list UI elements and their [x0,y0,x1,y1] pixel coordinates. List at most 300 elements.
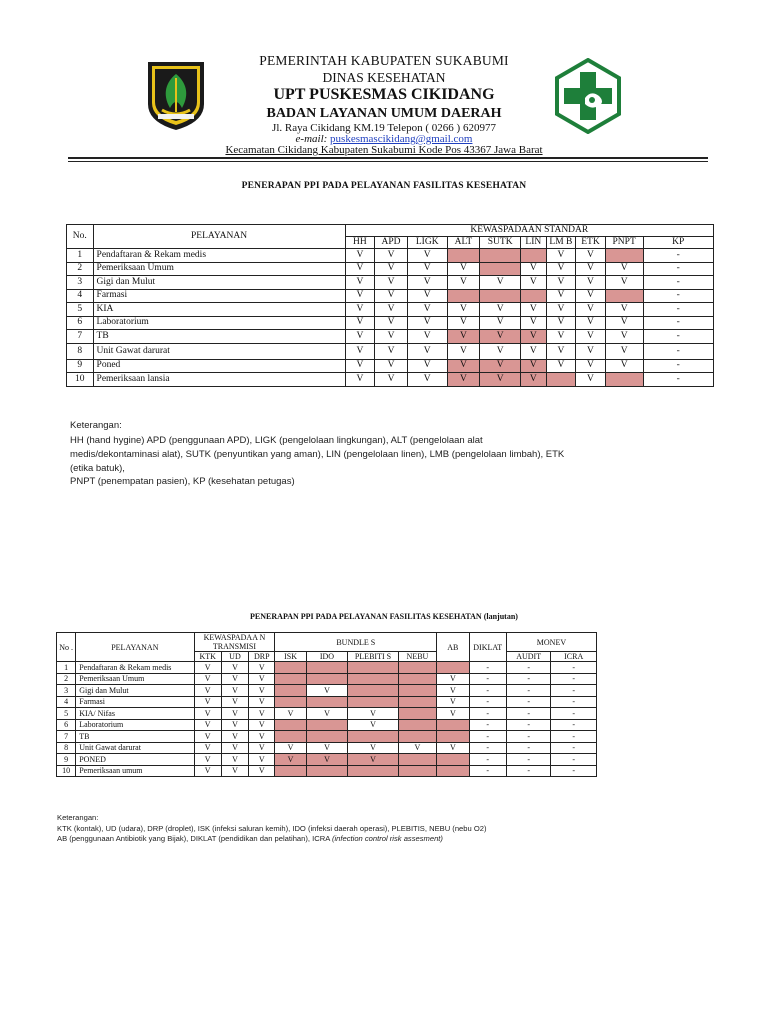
table-cell [275,662,306,674]
row-no: 3 [57,685,76,697]
table-cell [605,289,643,303]
table-cell: V [345,316,375,330]
table-cell [398,673,436,685]
letterhead-agency: DINAS KESEHATAN [322,70,446,85]
table-cell: V [447,276,480,290]
col-header: HH [345,237,375,249]
col-diklat: DIKLAT [469,633,506,662]
col-group-monev: MONEV [506,633,596,652]
table-cell [348,696,399,708]
table-row [57,719,597,731]
table-cell: - [469,731,506,743]
col-header: IDO [306,652,347,662]
table-cell: V [546,276,576,290]
table-cell [306,765,347,777]
col-header: SUTK [480,237,521,249]
table-cell: V [576,262,606,276]
table-cell: V [546,289,576,303]
row-service-name: PONED [76,754,194,766]
col-header: ICRA [551,652,597,662]
table-cell: V [407,316,447,330]
table-cell: V [348,719,399,731]
table-cell [306,696,347,708]
table-cell: V [194,662,221,674]
table-cell: - [506,754,550,766]
table-row [67,359,714,373]
email-link[interactable]: puskesmascikidang@gmail.com [330,133,473,145]
table-cell: V [221,754,248,766]
table-cell: V [576,330,606,344]
row-no: 8 [67,343,94,359]
table-cell [348,731,399,743]
table-cell: V [407,373,447,387]
table-cell: - [643,359,713,373]
table-cell: V [375,316,408,330]
table-cell: V [221,696,248,708]
table-cell: V [249,696,275,708]
table-cell: V [437,685,469,697]
table-cell: - [551,696,597,708]
table-row [57,765,597,777]
letterhead-rule-thin [68,161,708,162]
table-cell: V [194,719,221,731]
row-service-name: Pemeriksaan Umum [93,262,345,276]
table-cell: - [506,685,550,697]
row-no: 4 [67,289,94,303]
table-cell: V [605,262,643,276]
table-cell: V [480,316,521,330]
table-cell: V [221,708,248,720]
table-row [57,696,597,708]
table-cell [447,289,480,303]
table-cell [275,731,306,743]
table-cell: V [249,754,275,766]
table-row [67,289,714,303]
table-cell: - [469,708,506,720]
table-row [67,303,714,317]
table-cell: - [469,765,506,777]
table-cell: V [345,330,375,344]
table-cell: V [194,708,221,720]
table-cell: V [345,343,375,359]
col-header: ALT [447,237,480,249]
table-cell: V [521,303,547,317]
table-cell: - [551,708,597,720]
table-cell [275,719,306,731]
table-cell [398,685,436,697]
table-cell: V [605,359,643,373]
row-no: 1 [67,249,94,263]
table-cell: V [447,343,480,359]
legend-line [57,834,617,845]
table-cell: V [546,262,576,276]
table-cell: V [249,765,275,777]
table-cell: V [221,662,248,674]
row-no: 8 [57,742,76,754]
legend-line: (etika batuk), [70,462,125,474]
table-cell: - [551,742,597,754]
table-cell: V [275,708,306,720]
table-cell: V [546,303,576,317]
table-cell: - [643,373,713,387]
table-cell: V [407,359,447,373]
table-cell: V [576,343,606,359]
table-cell: - [551,754,597,766]
table-cell [546,373,576,387]
row-no: 9 [67,359,94,373]
table-cell: V [306,685,347,697]
table-cell: V [480,276,521,290]
table-cell [437,662,469,674]
table-cell [398,719,436,731]
table-cell: V [407,276,447,290]
table-cell [480,289,521,303]
table-cell: V [221,731,248,743]
table-cell: - [643,343,713,359]
table-cell: V [437,696,469,708]
table-cell: - [551,765,597,777]
table-cell: V [345,262,375,276]
table-cell: V [447,262,480,276]
table-cell [348,662,399,674]
table-cell [275,696,306,708]
table-cell: V [249,708,275,720]
col-header: KTK [194,652,221,662]
table-cell [275,765,306,777]
table-cell [398,708,436,720]
table-cell [348,765,399,777]
row-no: 7 [67,330,94,344]
table1-title: PENERAPAN PPI PADA PELAYANAN FASILITAS KESEHATAN [241,181,527,191]
legend-text: AB (penggunaan Antibiotik yang Bijak), DIKLAT (pendidikan dan pelatihan), ICRA [57,834,332,843]
table-cell: V [249,673,275,685]
table-cell [306,662,347,674]
table-cell: V [194,673,221,685]
table-cell: V [306,708,347,720]
table-cell [437,731,469,743]
row-no: 10 [67,373,94,387]
table-cell: V [521,359,547,373]
row-no: 10 [57,765,76,777]
legend-line: medis/dekontaminasi alat), SUTK (penyuntikan yang aman), LIN (pengelolaan linen), LMB (pengelolaan limbah), ETK [70,449,565,460]
table-cell: V [480,343,521,359]
row-no: 7 [57,731,76,743]
table-cell: V [375,303,408,317]
table-cell [605,373,643,387]
table-cell: - [469,742,506,754]
row-service-name: Pendaftaran & Rekam medis [93,249,345,263]
table-cell: V [546,249,576,263]
table-cell [275,685,306,697]
col-header: DRP [249,652,275,662]
table-cell [447,249,480,263]
table-cell: V [576,373,606,387]
table-cell: V [345,373,375,387]
table-cell: - [643,262,713,276]
table-row [67,373,714,387]
table-row [57,673,597,685]
table-row [57,662,597,674]
table-cell: V [521,330,547,344]
table-cell: - [551,719,597,731]
col-header: NEBU [398,652,436,662]
table-cell: V [447,359,480,373]
table-cell: V [345,303,375,317]
table-cell: V [306,742,347,754]
table-cell: V [375,330,408,344]
row-service-name: Farmasi [76,696,194,708]
table-cell: V [348,754,399,766]
table-row [57,708,597,720]
table-cell: V [345,276,375,290]
table-cell: V [546,359,576,373]
table-cell: - [469,719,506,731]
table-cell: V [249,685,275,697]
table-cell: - [469,696,506,708]
email-label: e-mail: [295,133,328,145]
table-cell: V [407,249,447,263]
row-no: 5 [57,708,76,720]
row-service-name: Pemeriksaan umum [76,765,194,777]
row-no: 3 [67,276,94,290]
table-cell: V [576,316,606,330]
table-cell: - [551,685,597,697]
table-row [67,343,714,359]
letterhead-rule [68,157,708,159]
table-cell: - [506,719,550,731]
table-cell: V [194,696,221,708]
row-no: 5 [67,303,94,317]
table-cell: V [221,719,248,731]
table-cell: V [576,289,606,303]
row-no: 9 [57,754,76,766]
table-cell [275,673,306,685]
row-no: 6 [67,316,94,330]
row-service-name: Pemeriksaan lansia [93,373,345,387]
table-cell: - [506,673,550,685]
table-cell [398,696,436,708]
table-cell: V [221,742,248,754]
table-cell: V [249,742,275,754]
table-cell: V [375,249,408,263]
table-cell: V [306,754,347,766]
col-pelayanan: PELAYANAN [76,633,194,662]
legend-2 [57,813,617,845]
table-cell [521,249,547,263]
table-row [67,276,714,290]
col-header: LIGK [407,237,447,249]
table-cell: V [375,262,408,276]
row-no: 1 [57,662,76,674]
table-cell: V [605,343,643,359]
table-row [57,742,597,754]
table-cell: V [345,249,375,263]
table-cell: V [249,662,275,674]
table-cell: V [605,330,643,344]
table-cell: V [480,359,521,373]
table-cell: V [447,373,480,387]
table-cell [480,262,521,276]
col-header: ETK [576,237,606,249]
table-cell: V [546,343,576,359]
table-cell: V [521,316,547,330]
legend-label: Keterangan: [57,813,99,822]
table-row [67,262,714,276]
legend-line: KTK (kontak), UD (udara), DRP (droplet), ISK (infeksi saluran kemih), IDO (infeksi daerah operasi), PLEBITIS, NEBU (nebu O2) [57,823,487,833]
table-cell: - [643,276,713,290]
legend-label: Keterangan: [70,420,122,431]
table-cell: V [275,754,306,766]
table-cell: - [551,731,597,743]
table-cell: V [249,719,275,731]
table-cell [398,731,436,743]
table-cell: - [643,316,713,330]
row-service-name: Unit Gawat darurat [93,343,345,359]
table-cell: V [480,303,521,317]
table-cell: V [348,742,399,754]
legend-text-italic: (infection control risk assesment) [331,834,443,843]
row-service-name: Laboratorium [93,316,345,330]
table-cell [306,673,347,685]
row-service-name: Gigi dan Mulut [76,685,194,697]
table-cell: V [345,359,375,373]
table-cell: - [469,673,506,685]
table-cell: V [480,373,521,387]
table-cell: V [398,742,436,754]
row-service-name: Pendaftaran & Rekam medis [76,662,194,674]
table-cell: V [576,276,606,290]
table-cell: V [407,289,447,303]
table-cell: V [194,685,221,697]
table-cell: V [194,754,221,766]
row-service-name: KIA [93,303,345,317]
table-row [67,249,714,263]
col-no: No. [67,225,94,249]
table-cell: V [605,316,643,330]
letterhead-government: PEMERINTAH KABUPATEN SUKABUMI [259,53,509,68]
table-cell: V [249,731,275,743]
legend-line: HH (hand hygine) APD (penggunaan APD), LIGK (pengelolaan lingkungan), ALT (pengelolaan alat [70,434,483,446]
table-cell: V [221,673,248,685]
table-cell: - [506,696,550,708]
col-ab: AB [437,633,469,662]
row-service-name: Farmasi [93,289,345,303]
letterhead-institution: UPT PUSKESMAS CIKIDANG [273,86,495,103]
ppi-transmission-table [56,632,597,777]
legend-1 [70,419,670,489]
col-group-kewaspadaan: KEWASPADAAN STANDAR [345,225,713,237]
table-cell: V [576,249,606,263]
table-cell [521,289,547,303]
table-cell: V [576,359,606,373]
table-row [57,731,597,743]
table-cell [605,249,643,263]
table-cell: - [643,330,713,344]
col-header: UD [221,652,248,662]
table-cell: - [469,685,506,697]
table-cell: - [506,662,550,674]
table-cell: V [576,303,606,317]
table-cell: V [447,330,480,344]
table-cell: - [506,731,550,743]
table-cell [437,754,469,766]
table-cell: V [437,708,469,720]
table-cell: V [375,359,408,373]
table-cell: V [521,276,547,290]
letterhead-address: Jl. Raya Cikidang KM.19 Telepon ( 0266 ) 620977 [272,122,496,134]
col-header: PNPT [605,237,643,249]
table-cell: V [407,303,447,317]
table2-title: PENERAPAN PPI PADA PELAYANAN FASILITAS KESEHATAN (lanjutan) [250,612,518,621]
table-cell: - [469,754,506,766]
table-cell: - [506,765,550,777]
table-cell: V [375,343,408,359]
col-group-bundles: BUNDLE S [275,633,437,652]
col-header: LM B [546,237,576,249]
col-header: PLEBITI S [348,652,399,662]
table-cell: V [407,330,447,344]
table-cell: V [221,765,248,777]
row-service-name: KIA/ Nifas [76,708,194,720]
table-cell: V [480,330,521,344]
row-service-name: Pemeriksaan Umum [76,673,194,685]
table-cell: - [469,662,506,674]
row-no: 2 [57,673,76,685]
table-cell [348,673,399,685]
table-cell: V [521,262,547,276]
table-cell: V [605,303,643,317]
table-cell: V [348,708,399,720]
table-row [57,685,597,697]
table-cell: V [447,303,480,317]
table-cell: - [506,708,550,720]
table-cell: - [551,662,597,674]
letterhead-blud: BADAN LAYANAN UMUM DAERAH [266,106,502,121]
row-service-name: Unit Gawat darurat [76,742,194,754]
table-cell: V [375,276,408,290]
table-cell: - [643,289,713,303]
table-cell: V [407,262,447,276]
table-cell [398,754,436,766]
table-cell: V [437,742,469,754]
col-header: APD [375,237,408,249]
row-service-name: Gigi dan Mulut [93,276,345,290]
table-cell: V [194,765,221,777]
table-cell: V [194,742,221,754]
letterhead-district: Kecamatan Cikidang Kabupaten Sukabumi Kode Pos 43367 Jawa Barat [225,144,543,156]
table-row [67,316,714,330]
row-service-name: Poned [93,359,345,373]
col-header: KP [643,237,713,249]
table-cell [398,662,436,674]
table-cell: V [546,330,576,344]
row-no: 6 [57,719,76,731]
table-cell [348,685,399,697]
table-cell: - [643,249,713,263]
col-group-transmisi: KEWASPADAA N TRANSMISI [194,633,275,652]
row-no: 4 [57,696,76,708]
table-cell [437,719,469,731]
table-cell: V [194,731,221,743]
table-cell: V [605,276,643,290]
col-header: AUDIT [506,652,550,662]
table-cell [306,719,347,731]
ppi-standard-table [66,224,714,387]
table-row [67,330,714,344]
table-cell: V [407,343,447,359]
table-cell: V [546,316,576,330]
table-cell: - [506,742,550,754]
